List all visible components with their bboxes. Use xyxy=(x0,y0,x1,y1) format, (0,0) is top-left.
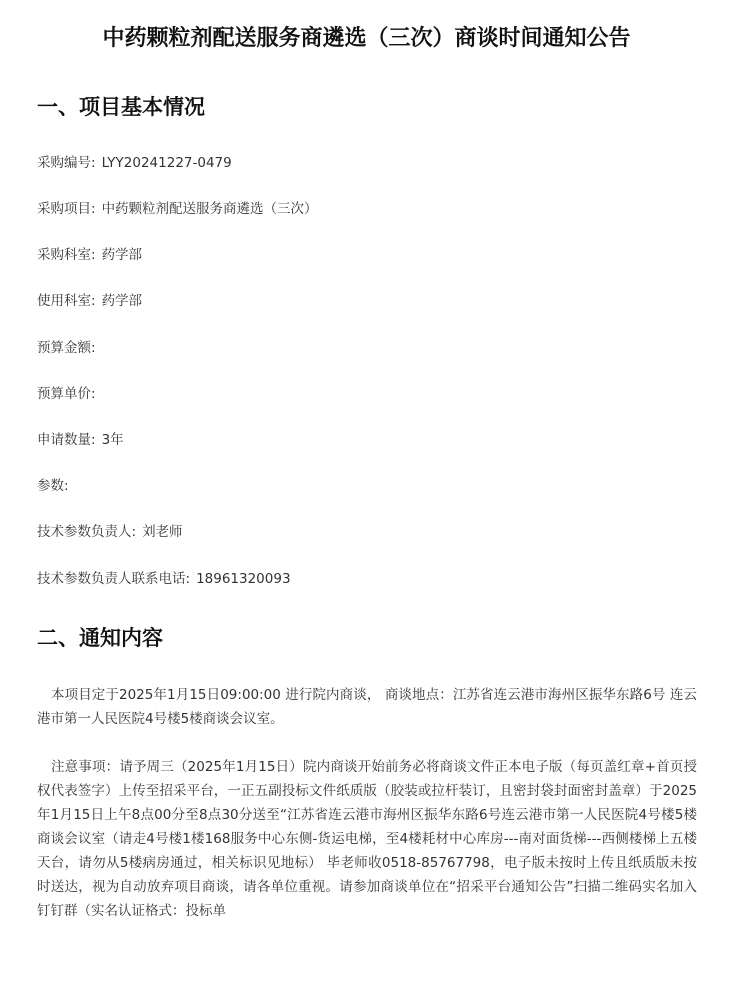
field-procurement-number xyxy=(37,153,232,173)
field-value: 中药颗粒剂配送服务商遴选（三次） xyxy=(101,201,318,217)
field-label: 采购编号: xyxy=(37,155,96,171)
notice-paragraph-schedule: 本项目定于2025年1月15日09:00:00 进行院内商谈， 商谈地点：江苏省连云港市海州区振华东路6号 连云港市第一人民医院4号楼5楼商谈会议室。 xyxy=(37,687,697,727)
field-procurement-project xyxy=(37,199,318,219)
field-label: 申请数量: xyxy=(37,432,96,448)
notice-paragraph-precautions: 注意事项：请予周三（2025年1月15日）院内商谈开始前务必将商谈文件正本电子版（每页盖红章+首页授权代表签字）上传至招采平台，一正五副投标文件纸质版（胶装或拉杆装订，且密封袋封面密封盖章）于2025年1月15日上午8点00分至8点30分送至“江苏省连云港市海州区振华东路6号连云港市第一人民医院4号楼5楼商谈会议室（请走4号楼1楼168服务中心东侧-货运电梯，至4楼耗材中心库房---南对面货梯---西侧楼梯上五楼天台，请勿从5楼病房通过，相关标识见地标） 毕老师收0518-85767798，电子版未按时上传且纸质版未按时送达，视为自动放弃项目商谈，请各单位重视。请参加商谈单位在“招采平台通知公告”扫描二维码实名加入钉钉群（实名认证格式：投标单 xyxy=(37,759,697,919)
field-value: 18961320093 xyxy=(196,571,291,587)
field-technical-contact xyxy=(37,522,183,542)
field-label: 预算单价: xyxy=(37,386,96,402)
field-label: 采购项目: xyxy=(37,201,96,217)
field-value: 3年 xyxy=(101,432,124,448)
field-parameters xyxy=(37,476,75,496)
field-label: 采购科室: xyxy=(37,247,96,263)
field-requested-quantity xyxy=(37,430,124,450)
page-title: 中药颗粒剂配送服务商遴选（三次）商谈时间通知公告 xyxy=(102,26,631,51)
field-label: 参数: xyxy=(37,478,69,494)
field-label: 技术参数负责人: xyxy=(37,524,137,540)
section-heading-basic-info: 一、项目基本情况 xyxy=(37,95,205,119)
field-value: 药学部 xyxy=(101,293,143,309)
field-value: LYY20241227-0479 xyxy=(101,155,232,171)
field-value: 刘老师 xyxy=(142,524,183,540)
field-procurement-department xyxy=(37,245,142,265)
field-label: 预算金额: xyxy=(37,340,96,356)
field-value: 药学部 xyxy=(101,247,143,263)
section-heading-notice-content: 二、通知内容 xyxy=(37,626,163,650)
field-using-department xyxy=(37,291,142,311)
field-budget-amount xyxy=(37,338,102,358)
field-label: 技术参数负责人联系电话: xyxy=(37,571,191,587)
field-budget-unit-price xyxy=(37,384,102,404)
field-label: 使用科室: xyxy=(37,293,96,309)
field-technical-contact-phone xyxy=(37,569,291,589)
